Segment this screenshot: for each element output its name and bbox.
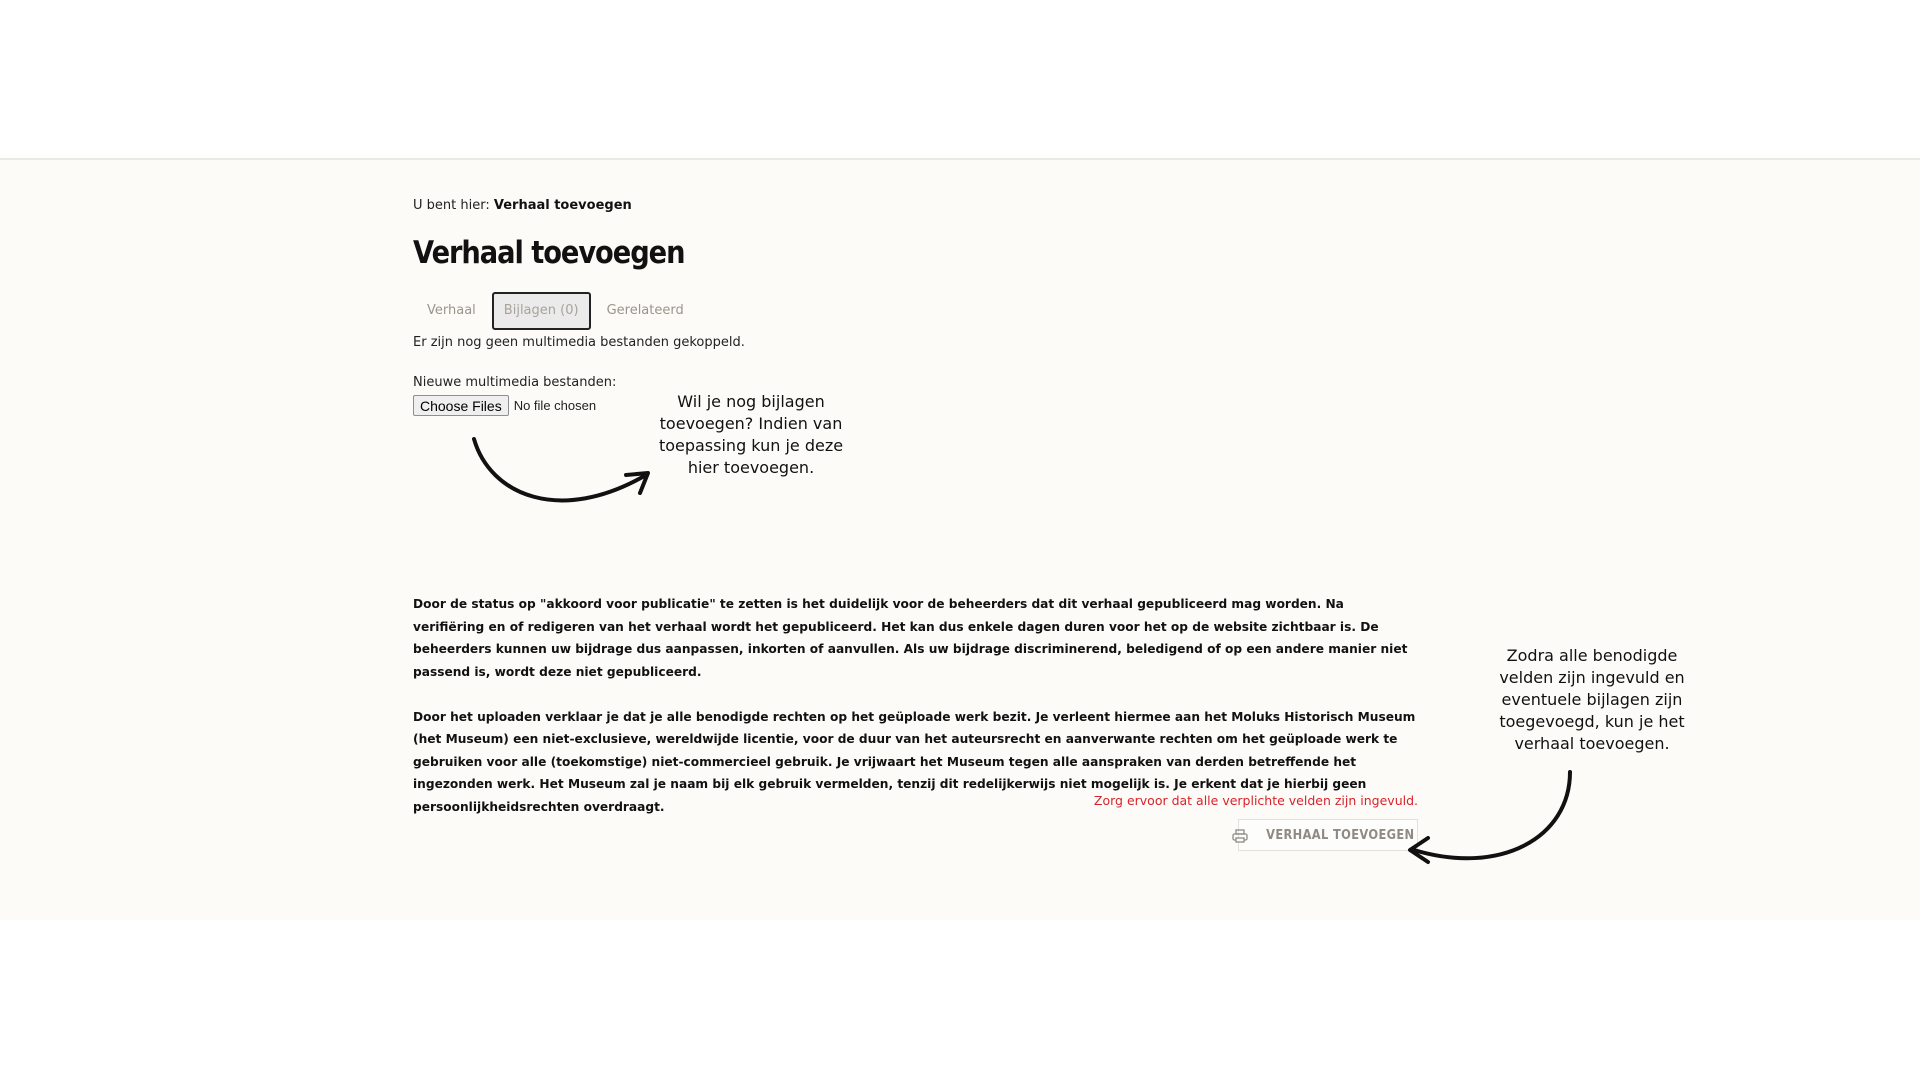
breadcrumb bbox=[413, 198, 632, 213]
tab-bijlagen[interactable]: Bijlagen (0) bbox=[492, 292, 591, 330]
curved-arrow-icon bbox=[1400, 768, 1580, 878]
new-files-label: Nieuwe multimedia bestanden: bbox=[413, 375, 617, 390]
main-section bbox=[0, 160, 1920, 920]
page-title: Verhaal toevoegen bbox=[413, 235, 685, 271]
disclaimer-paragraph: Door het uploaden verklaar je dat je alle benodigde rechten op het geüploade werk bezit. Je verleent hiermee aan het Moluks Historisch Museum (het Museum) een niet-exclusieve, wereldwijde licentie, voor de duur van het auteursrecht en aanverwante rechten om het geüploade werk te gebruiken voor alle (toekomstige) niet-commercieel gebruik. Je vrijwaart het Museum tegen alle aanspraken van derden betreffende het ingezonden werk. Het Museum zal je naam bij elk gebruik vermelden, tenzij dit redelijkerwijs niet mogelijk is. Je erkent dat je hierbij geen persoonlijkheidsrechten overdraagt. bbox=[413, 709, 1416, 814]
breadcrumb-prefix: U bent hier: bbox=[413, 198, 490, 213]
breadcrumb-current: Verhaal toevoegen bbox=[493, 198, 632, 213]
submit-story-button[interactable] bbox=[1238, 819, 1418, 851]
validation-message: Zorg ervoor dat alle verplichte velden zijn ingevuld. bbox=[1093, 793, 1418, 808]
site-header bbox=[0, 0, 1920, 160]
attachments-hint-annotation: Wil je nog bijlagen toevoegen? Indien van toepassing kun je deze hier toevoegen. bbox=[658, 392, 844, 477]
curved-arrow-icon bbox=[470, 435, 660, 535]
tab-bar bbox=[413, 292, 698, 330]
file-status: No file chosen bbox=[513, 398, 597, 413]
submit-story-label: VERHAAL TOEVOEGEN bbox=[1265, 827, 1415, 843]
disclaimer-paragraph: Door de status op "akkoord voor publicatie" te zetten is het duidelijk voor de beheerders dat dit verhaal gepubliceerd mag worden. Na verifiëring en of redigeren van het verhaal wordt het gepubliceerd. Het kan dus enkele dagen duren voor het op de website zichtbaar is. De beheerders kunnen uw bijdrage dus aanpassen, inkorten of aanvullen. Als uw bijdrage discriminerend, beledigend of op een andere manier niet passend is, wordt deze niet gepubliceerd. bbox=[413, 597, 1408, 679]
submit-hint-annotation: Zodra alle benodigde velden zijn ingevuld en eventuele bijlagen zijn toegevoegd, kun je het verhaal toevoegen. bbox=[1499, 646, 1685, 753]
file-input bbox=[413, 395, 596, 416]
choose-files-button[interactable]: Choose Files bbox=[413, 395, 509, 416]
printer-icon bbox=[1232, 828, 1248, 842]
no-attachments-message: Er zijn nog geen multimedia bestanden gekoppeld. bbox=[413, 335, 745, 350]
tab-verhaal[interactable]: Verhaal bbox=[427, 303, 476, 318]
tab-gerelateerd[interactable]: Gerelateerd bbox=[606, 303, 684, 318]
